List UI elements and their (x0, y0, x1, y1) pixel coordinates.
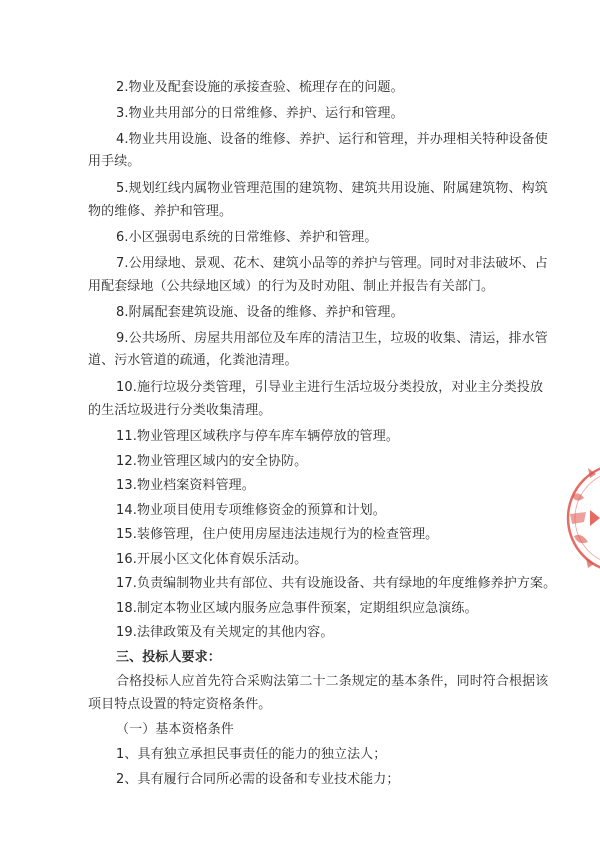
text-line: 1、具有独立承担民事责任的能力的独立法人； (116, 747, 387, 762)
text-line: 2.物业及配套设施的承接查验、梳理存在的问题。 (116, 80, 404, 95)
text-line: 17.负责编制物业共有部位、共有设施设备、共有绿地的年度维修养护方案。 (116, 576, 557, 591)
text-line: 3.物业共用部分的日常维修、养护、运行和管理。 (116, 106, 404, 121)
text-line: 用配套绿地（公共绿地区域）的行为及时劝阻、制止并报告有关部门。 (88, 279, 495, 294)
text-line: 6.小区强弱电系统的日常维修、养护和管理。 (116, 230, 378, 245)
text-line: 4.物业共用设施、设备的维修、养护、运行和管理，并办理相关特种设备使 (116, 132, 548, 147)
section-heading: 三、投标人要求： (116, 650, 221, 665)
text-line: 2、具有履行合同所必需的设备和专业技术能力； (116, 772, 400, 787)
text-line: 的生活垃圾进行分类收集清理。 (88, 403, 272, 418)
text-line: 道、污水管道的疏通，化粪池清理。 (88, 353, 298, 368)
text-line: 物的维修、养护和管理。 (88, 204, 233, 219)
text-line: 11.物业管理区域秩序与停车库车辆停放的管理。 (116, 429, 399, 444)
text-line: 18.制定本物业区域内服务应急事件预案，定期组织应急演练。 (116, 601, 478, 616)
text-line: 10.施行垃圾分类管理，引导业主进行生活垃圾分类投放，对业主分类投放 (116, 380, 544, 395)
text-line: 13.物业档案资料管理。 (116, 478, 255, 493)
official-seal-stamp (560, 448, 600, 588)
text-line: 项目特点设置的特定资格条件。 (88, 697, 272, 712)
text-line: 8.附属配套建筑设施、设备的维修、养护和管理。 (116, 305, 404, 320)
text-line: 19.法律政策及有关规定的其他内容。 (116, 625, 334, 640)
text-line: 15.装修管理，住户使用房屋违法违规行为的检查管理。 (116, 527, 439, 542)
text-line: 12.物业管理区域内的安全协防。 (116, 454, 308, 469)
text-line: 9.公共场所、房屋共用部位及车库的清洁卫生，垃圾的收集、清运，排水管 (116, 331, 548, 346)
subsection-heading: （一）基本资格条件 (116, 722, 234, 737)
text-line: 5.规划红线内属物业管理范围的建筑物、建筑共用设施、附属建筑物、构筑 (116, 181, 548, 196)
text-line: 用手续。 (88, 154, 141, 169)
text-line: 合格投标人应首先符合采购法第二十二条规定的基本条件，同时符合根据该 (116, 674, 549, 689)
text-line: 14.物业项目使用专项维修资金的预算和计划。 (116, 503, 386, 518)
text-line: 7.公用绿地、景观、花木、建筑小品等的养护与管理。同时对非法破坏、占 (116, 256, 548, 271)
text-line: 16.开展小区文化体育娱乐活动。 (116, 552, 308, 567)
